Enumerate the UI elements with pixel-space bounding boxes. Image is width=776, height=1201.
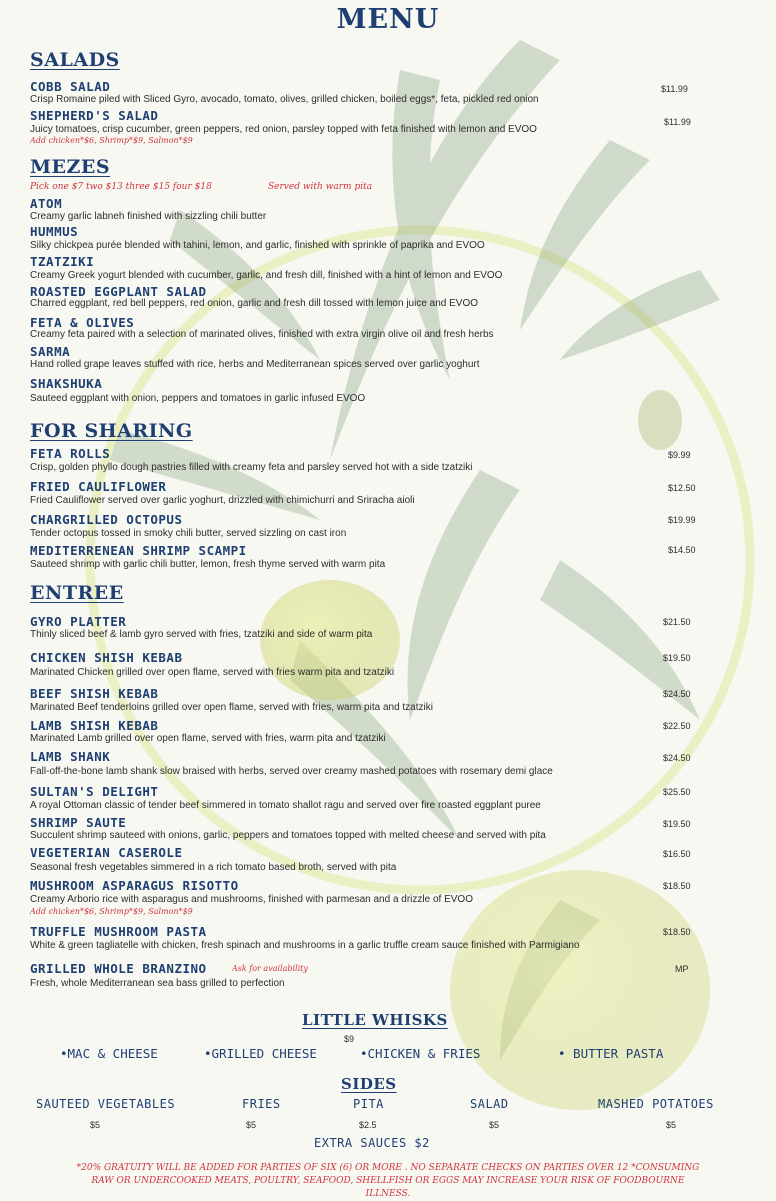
- item-name: LAMB SHANK: [30, 749, 111, 764]
- item-name: CHARGRILLED OCTOPUS: [30, 512, 183, 527]
- item-name: MUSHROOM ASPARAGUS RISOTTO: [30, 878, 239, 893]
- kids-item: •CHICKEN & FRIES: [360, 1046, 481, 1061]
- page-title: MENU: [336, 4, 440, 35]
- section-heading-entree: ENTREE: [30, 582, 124, 604]
- item-desc: Sauteed shrimp with garlic chili butter, lemon, fresh thyme served with warm pita: [30, 559, 386, 570]
- item-name: GYRO PLATTER: [30, 614, 127, 629]
- item-desc: Marinated Chicken grilled over open flame, served with fries warm pita and tzatziki: [30, 667, 395, 678]
- item-name: ATOM: [30, 196, 63, 211]
- side-price: $5: [666, 1120, 677, 1130]
- item-desc: Marinated Beef tenderloins grilled over open flame, served with fries, warm pita and tzatziki: [30, 702, 433, 713]
- item-name: SHEPHERD'S SALAD: [30, 108, 159, 123]
- item-name: ROASTED EGGPLANT SALAD: [30, 284, 207, 299]
- mezes-served-note: Served with warm pita: [268, 182, 373, 192]
- item-desc: White & green tagliatelle with chicken, fresh spinach and mushrooms in a garlic truffle cream sauce finished with Parmigiano: [30, 940, 580, 951]
- section-heading-salads: SALADS: [30, 49, 120, 71]
- side-item: MASHED POTATOES: [598, 1097, 714, 1111]
- item-name: FETA ROLLS: [30, 446, 111, 461]
- item-desc: Sauteed eggplant with onion, peppers and tomatoes in garlic infused EVOO: [30, 393, 366, 404]
- section-heading-sides: SIDES: [341, 1075, 397, 1093]
- item-name: FRIED CAULIFLOWER: [30, 479, 167, 494]
- item-desc: Marinated Lamb grilled over open flame, served with fries, warm pita and tzatziki: [30, 733, 386, 744]
- item-desc: Fried Cauliflower served over garlic yoghurt, drizzled with chimichurri and Sriracha aioli: [30, 495, 415, 506]
- kids-item: •GRILLED CHEESE: [204, 1046, 317, 1061]
- item-desc: Creamy garlic labneh finished with sizzling chili butter: [30, 211, 267, 222]
- side-item: FRIES: [242, 1097, 281, 1111]
- item-price: $18.50: [663, 927, 691, 937]
- section-heading-mezes: MEZES: [30, 156, 111, 178]
- item-name: SHRIMP SAUTE: [30, 815, 127, 830]
- kids-item: • BUTTER PASTA: [558, 1046, 664, 1061]
- item-desc: Thinly sliced beef & lamb gyro served with fries, tzatziki and side of warm pita: [30, 629, 373, 640]
- item-desc: Juicy tomatoes, crisp cucumber, green peppers, red onion, parsley topped with feta finished with lemon and EVOO: [30, 124, 537, 135]
- item-price: $12.50: [668, 483, 696, 493]
- item-price: $22.50: [663, 721, 691, 731]
- item-price: $9.99: [668, 450, 691, 460]
- footer-disclaimer: *20% GRATUITY WILL BE ADDED FOR PARTIES OF SIX (6) OR MORE . NO SEPARATE CHECKS ON PARTIES OVER 12 *CONSUMING RAW OR UNDERCOOKED MEATS, POULTRY, SEAFOOD, SHELLFISH OR EGGS MAY INCREASE YOUR RISK OF FOODBOURNE ILLNESS.: [76, 1163, 700, 1199]
- item-desc: Crisp Romaine piled with Sliced Gyro, avocado, tomato, olives, grilled chicken, boiled eggs*, feta, pickled red onion: [30, 94, 539, 105]
- item-desc: Succulent shrimp sauteed with onions, garlic, peppers and tomatoes topped with melted cheese and served with pita: [30, 830, 546, 841]
- item-name: HUMMUS: [30, 224, 79, 239]
- item-desc: Creamy Greek yogurt blended with cucumber, garlic, and fresh dill, finished with a hint of lemon and EVOO: [30, 270, 503, 281]
- item-name: BEEF SHISH KEBAB: [30, 686, 159, 701]
- item-desc: Silky chickpea purée blended with tahini, lemon, and garlic, finished with sprinkle of paprika and EVOO: [30, 240, 485, 251]
- item-name: CHICKEN SHISH KEBAB: [30, 650, 183, 665]
- side-item: SAUTEED VEGETABLES: [36, 1097, 176, 1111]
- item-price: $16.50: [663, 849, 691, 859]
- item-name: TRUFFLE MUSHROOM PASTA: [30, 924, 207, 939]
- side-price: $5: [489, 1120, 500, 1130]
- item-desc: Seasonal fresh vegetables simmered in a rich tomato based broth, served with pita: [30, 862, 397, 873]
- item-desc: Fall-off-the-bone lamb shank slow braised with herbs, served over creamy mashed potatoes with rosemary demi glace: [30, 766, 553, 777]
- addon-note: Add chicken*$6, Shrimp*$9, Salmon*$9: [30, 136, 193, 145]
- item-name: SHAKSHUKA: [30, 376, 103, 391]
- section-heading-little-whisks: LITTLE WHISKS: [302, 1011, 448, 1029]
- item-price: $21.50: [663, 617, 691, 627]
- item-name: COBB SALAD: [30, 79, 111, 94]
- mezes-pick-note: Pick one $7 two $13 three $15 four $18: [30, 182, 212, 192]
- availability-note: Ask for availability: [232, 964, 308, 973]
- side-price: $5: [246, 1120, 257, 1130]
- side-price: $2.5: [359, 1120, 377, 1130]
- side-price: $5: [90, 1120, 101, 1130]
- item-price: $24.50: [663, 689, 691, 699]
- item-desc: Hand rolled grape leaves stuffed with rice, herbs and Mediterranean spices served over garlic yoghurt: [30, 359, 480, 370]
- item-desc: A royal Ottoman classic of tender beef simmered in tomato shallot ragu and served over fire roasted eggplant puree: [30, 800, 541, 811]
- extra-sauces: EXTRA SAUCES $2: [314, 1136, 430, 1150]
- item-name: SULTAN'S DELIGHT: [30, 784, 159, 799]
- item-name: TZATZIKI: [30, 254, 95, 269]
- little-whisks-price: $9: [344, 1034, 355, 1044]
- item-price: $11.99: [664, 117, 691, 127]
- item-desc: Tender octopus tossed in smoky chili butter, served sizzling on cast iron: [30, 528, 347, 539]
- item-price: $19.99: [668, 515, 696, 525]
- item-desc: Crisp, golden phyllo dough pastries filled with creamy feta and parsley served hot with a side tzatziki: [30, 462, 473, 473]
- side-item: SALAD: [470, 1097, 509, 1111]
- item-price: $19.50: [663, 819, 691, 829]
- item-name: GRILLED WHOLE BRANZINO: [30, 961, 207, 976]
- item-name: VEGETERIAN CASEROLE: [30, 845, 183, 860]
- item-price: $11.99: [661, 84, 688, 94]
- item-price: $24.50: [663, 753, 691, 763]
- side-item: PITA: [353, 1097, 384, 1111]
- kids-item: •MAC & CHEESE: [60, 1046, 158, 1061]
- item-name: MEDITERRENEAN SHRIMP SCAMPI: [30, 543, 247, 558]
- section-heading-for-sharing: FOR SHARING: [30, 420, 193, 442]
- item-price: $19.50: [663, 653, 691, 663]
- item-desc: Creamy Arborio rice with asparagus and mushrooms, finished with parmesan and a drizzle of EVOO: [30, 894, 473, 905]
- item-name: FETA & OLIVES: [30, 315, 135, 330]
- item-desc: Fresh, whole Mediterranean sea bass grilled to perfection: [30, 978, 285, 989]
- item-price: $18.50: [663, 881, 691, 891]
- item-price: $14.50: [668, 545, 696, 555]
- item-desc: Charred eggplant, red bell peppers, red onion, garlic and fresh dill tossed with lemon juice and EVOO: [30, 298, 479, 309]
- addon-note: Add chicken*$6, Shrimp*$9, Salmon*$9: [30, 907, 193, 916]
- item-desc: Creamy feta paired with a selection of marinated olives, finished with extra virgin olive oil and fresh herbs: [30, 329, 494, 340]
- item-name: LAMB SHISH KEBAB: [30, 718, 159, 733]
- item-price: $25.50: [663, 787, 691, 797]
- item-name: SARMA: [30, 344, 71, 359]
- item-price: MP: [675, 964, 689, 974]
